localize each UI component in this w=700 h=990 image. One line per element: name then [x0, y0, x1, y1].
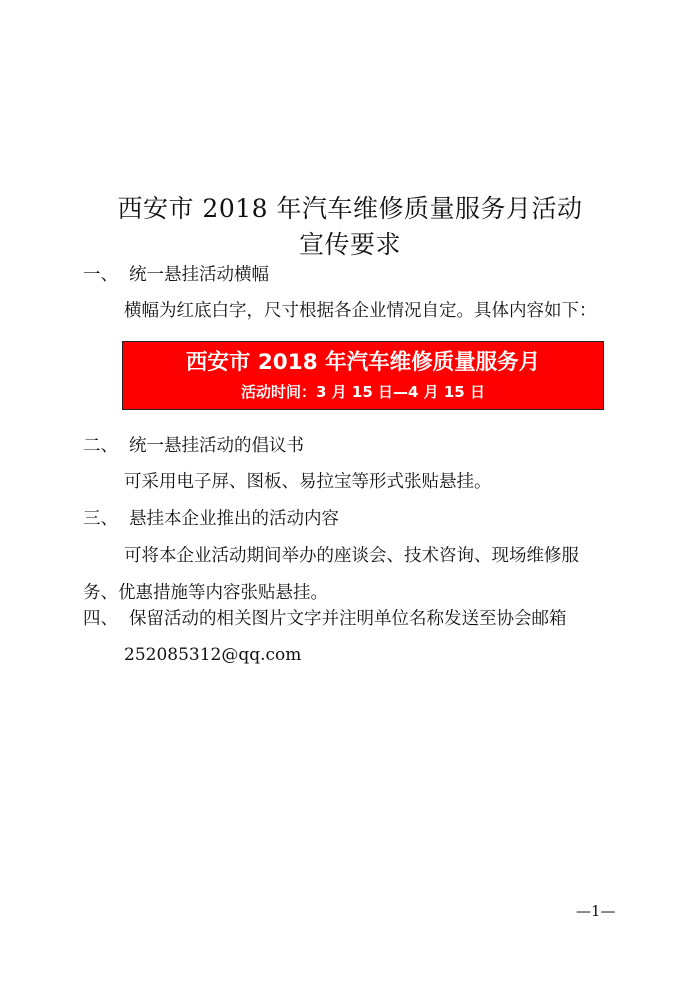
- section-2-paragraph: 可采用电子屏、图板、易拉宝等形式张贴悬挂。: [124, 472, 492, 492]
- document-title-line-1: 西安市 2018 年汽车维修质量服务月活动: [117, 194, 583, 223]
- section-3-heading: [83, 506, 339, 532]
- section-3-paragraph-line-2: 务、优惠措施等内容张贴悬挂。: [83, 583, 328, 603]
- section-2-heading: [83, 433, 304, 459]
- banner-title: 西安市 2018 年汽车维修质量服务月: [185, 350, 541, 375]
- document-title-line-2: 宣传要求: [298, 230, 401, 259]
- section-3-number: 三、: [83, 509, 118, 529]
- section-2-heading-text: 统一悬挂活动的倡议书: [129, 436, 304, 456]
- banner-time: 活动时间：3 月 15 日—4 月 15 日: [241, 383, 485, 401]
- section-1-paragraph: 横幅为红底白字，尺寸根据各企业情况自定。具体内容如下：: [124, 301, 597, 321]
- section-3-paragraph-line-1: 可将本企业活动期间举办的座谈会、技术咨询、现场维修服: [124, 546, 579, 566]
- banner-sample: [122, 341, 604, 410]
- section-4-heading: [83, 606, 567, 632]
- section-1-heading: [83, 262, 269, 288]
- section-4-number: 四、: [83, 609, 118, 629]
- page-number: —1—: [576, 902, 616, 920]
- section-3-heading-text: 悬挂本企业推出的活动内容: [129, 509, 339, 529]
- section-1-number: 一、: [83, 265, 118, 285]
- section-2-number: 二、: [83, 436, 118, 456]
- section-1-heading-text: 统一悬挂活动横幅: [129, 265, 269, 285]
- section-4-heading-text: 保留活动的相关图片文字并注明单位名称发送至协会邮箱: [129, 609, 567, 629]
- contact-email: 252085312@qq.com: [124, 645, 302, 665]
